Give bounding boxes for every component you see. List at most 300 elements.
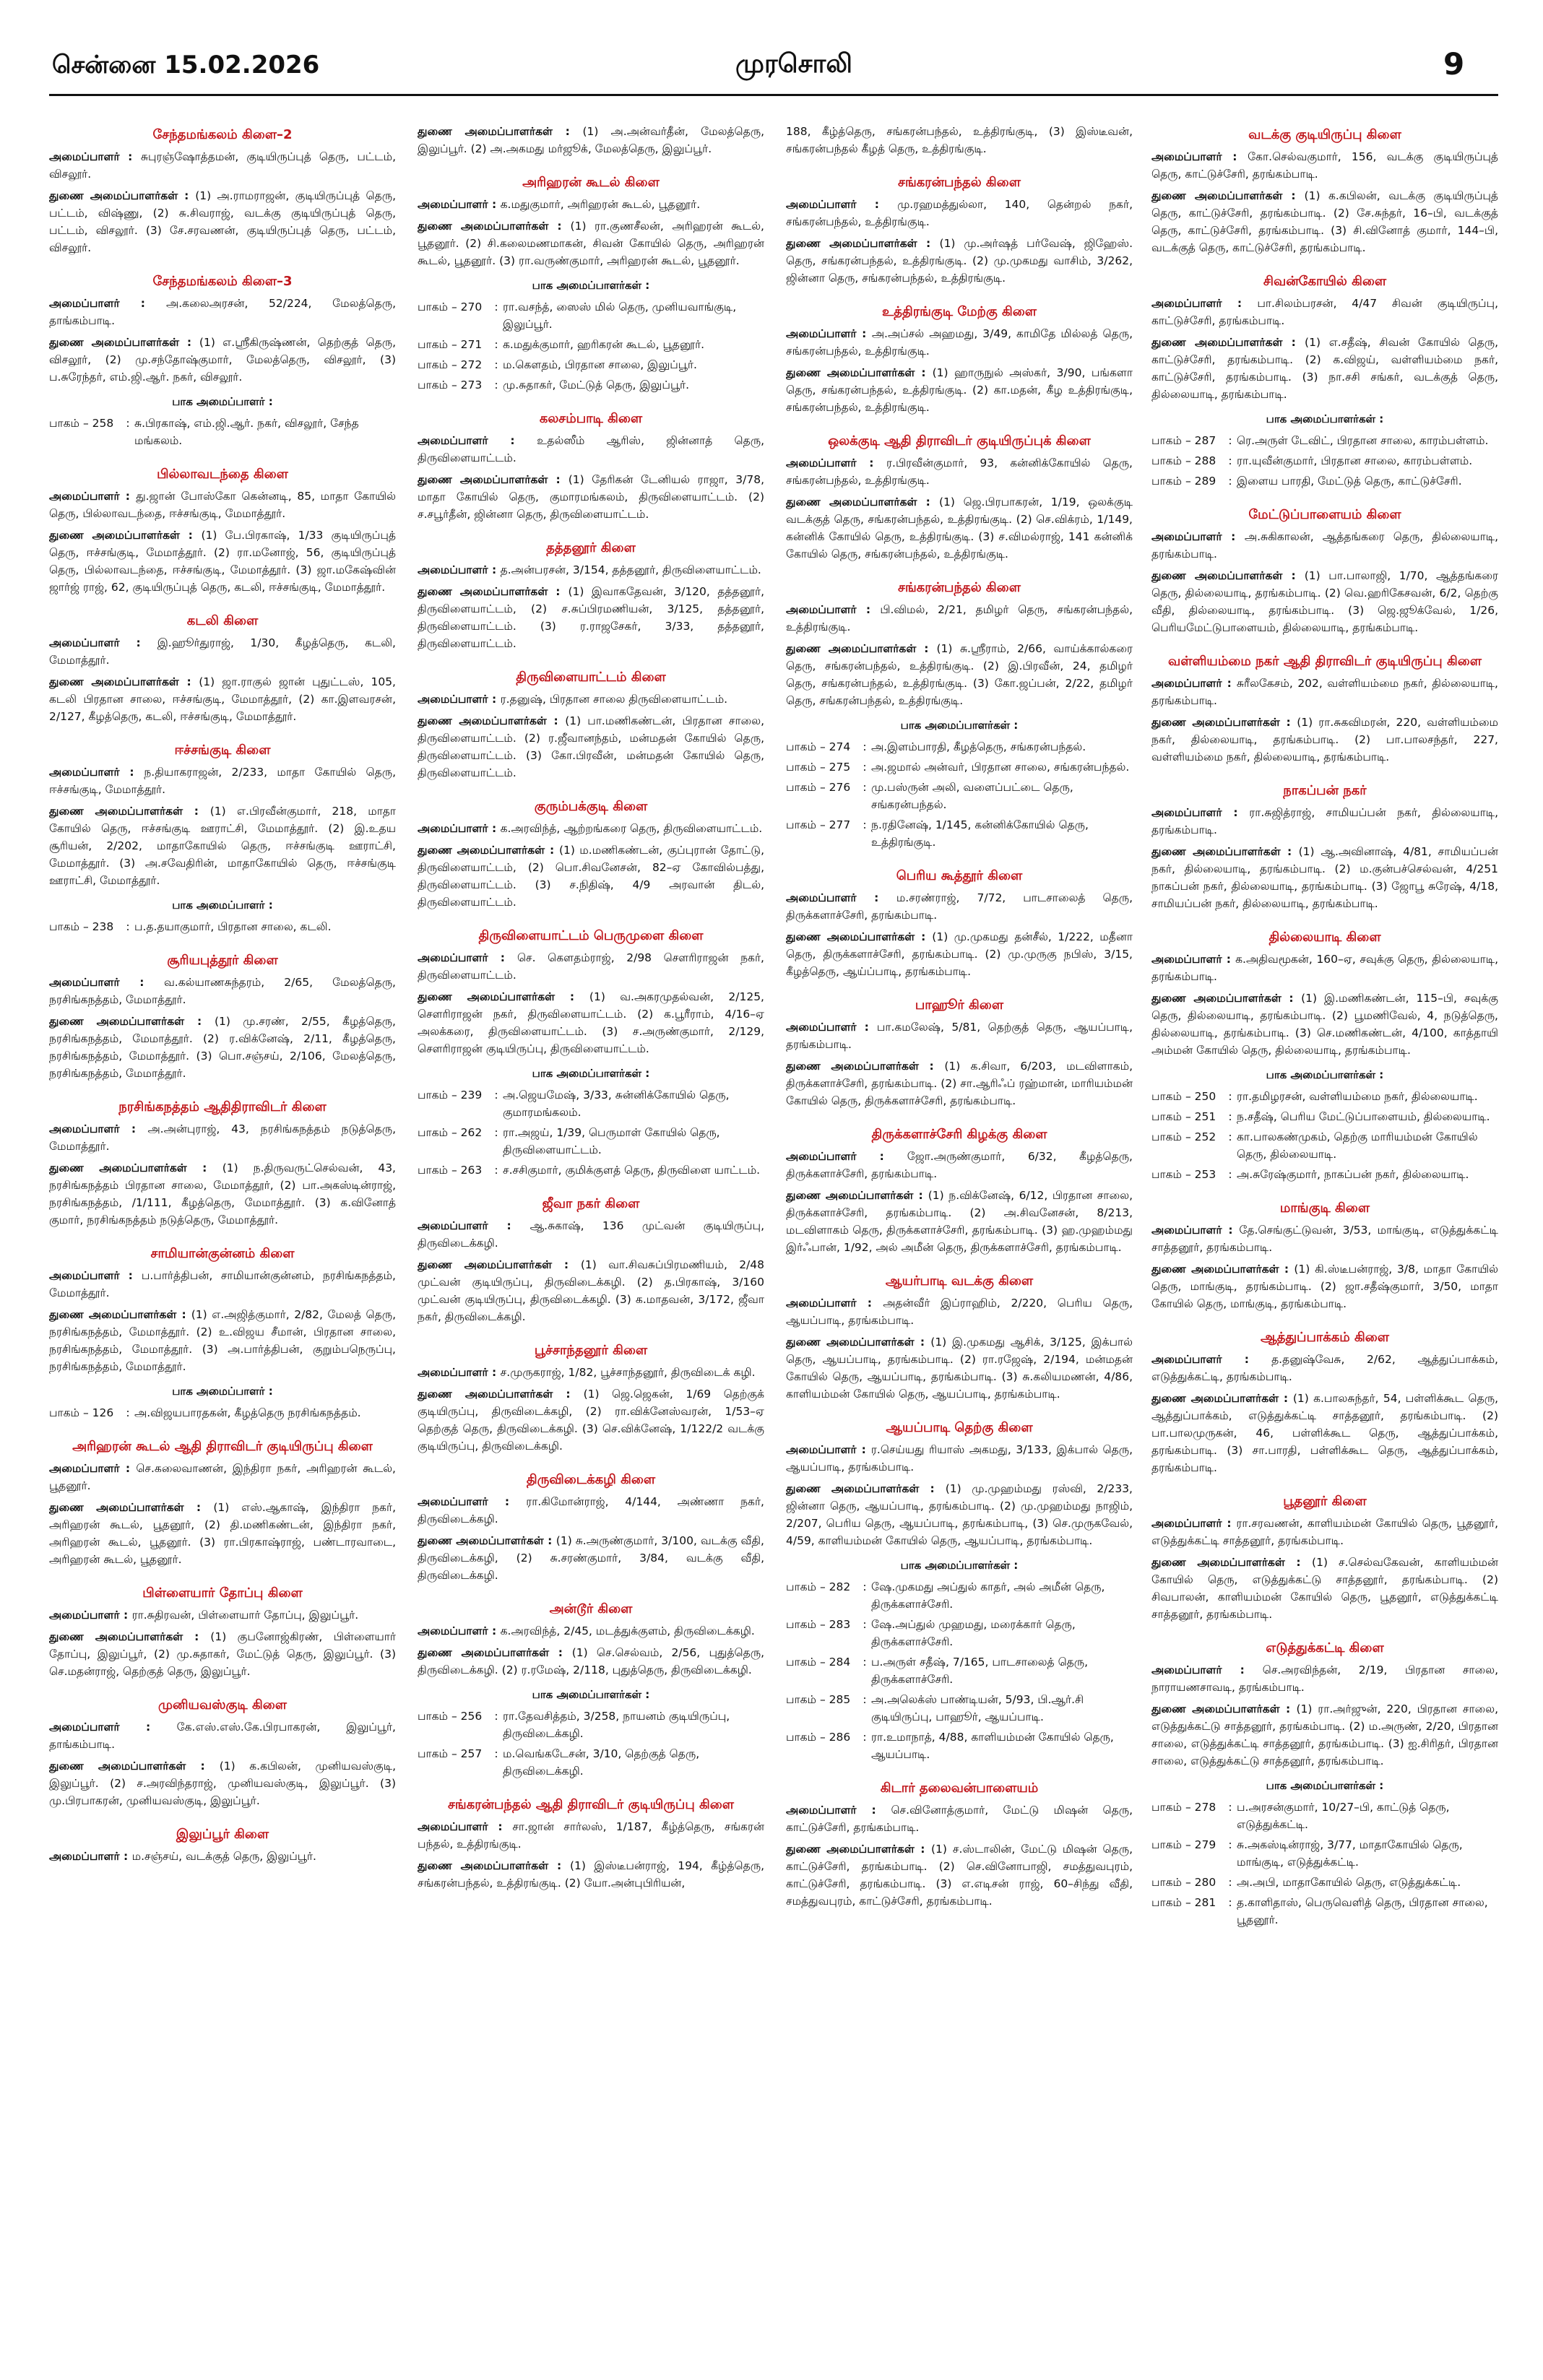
member-details: (1) ஹாருநுல் அஸ்கர், 3/90, பங்களா தெரு, சங்கரன்பந்தல், உத்திரங்குடி. (2) கா.மதன், கீழ உத்திரங்குடி, சங்கரன்பந்தல், உத்திரங்குடி. [786, 366, 1133, 414]
label-colon: : [1222, 806, 1250, 819]
member-paragraph [49, 1159, 396, 1229]
label-colon: : [552, 125, 583, 138]
header-rule [49, 94, 1498, 96]
member-details: அ.சுகிகாலன், ஆத்தங்கரை தெரு, தில்லையாடி, தரங்கம்பாடி. [1151, 530, 1498, 561]
label-colon: : [856, 327, 872, 340]
role-label: அமைப்பாளர் [1151, 1663, 1222, 1676]
member-paragraph [786, 1840, 1133, 1910]
role-label: துணை அமைப்பாளர்கள் [1151, 1702, 1280, 1715]
member-paragraph [786, 601, 1133, 636]
separator: : [863, 818, 867, 831]
separator: : [126, 417, 130, 430]
member-paragraph [418, 123, 764, 157]
role-label: அமைப்பாளர் [418, 1820, 488, 1833]
label-colon: : [186, 1161, 222, 1174]
booth-number: பாகம் – 272 [418, 358, 483, 371]
booth-details: க.மதுக்குமார், ஹரிகரன் கூடல், பூதனூர். [503, 338, 705, 351]
booth-entry [418, 1161, 764, 1179]
member-details: அ.கலைஅரசன், 52/224, மேலத்தெரு, தாங்கம்பாடி. [49, 297, 396, 327]
booth-entry [786, 779, 1133, 813]
label-colon: : [856, 1804, 891, 1817]
section-heading: சங்கரன்பந்தல் ஆதி திராவிடர் குடியிருப்பு கிளை [447, 1797, 735, 1812]
booth-number: பாகம் – 281 [1151, 1896, 1216, 1909]
role-label: துணை அமைப்பாளர்கள் [418, 1534, 544, 1547]
label-colon: : [183, 1630, 211, 1643]
member-details: (1) மு.சரண், 2/55, கீழத்தெரு, நரசிங்கநத்தம், மேமாத்தூர். (2) ர.விக்னேஷ், 2/11, கீழத்தெரு, நரசிங்கநத்தம், மேமாத்தூர். (3) பொ.சஞ்சய், 2/106, மேலத்தெரு, நரசிங்கநத்தம், மேமாத்தூர். [49, 1015, 396, 1080]
role-label: அமைப்பாளர் [418, 563, 488, 576]
role-label: அமைப்பாளர் [1151, 150, 1222, 163]
member-details: செ.வினோத்குமார், மேட்டு மிஷன் தெரு, காட்டுச்சேரி, தரங்கம்பாடி. [786, 1804, 1133, 1834]
member-paragraph [49, 527, 396, 596]
separator: : [494, 1089, 498, 1102]
role-label: அமைப்பாளர் [1151, 1224, 1222, 1237]
subheading: பாக அமைப்பாளர்கள் : [532, 1688, 650, 1701]
role-label: துணை அமைப்பாளர்கள் [49, 1501, 184, 1514]
member-details: (1) அ.ராமராஜன், குடியிருப்புத் தெரு, பட்டம், விஷ்ணு, (2) சு.சிவராஜ், வடக்கு குடியிருப்புத் தெரு, பட்டம், விசலூர். (3) சே.சரவணன், குடியிருப்புத் தெரு, பட்டம், விசலூர். [49, 189, 396, 254]
label-colon: : [119, 976, 164, 989]
member-paragraph [786, 1057, 1133, 1109]
member-details: ர.பிரவீன்குமார், 93, கன்னிக்கோயில் தெரு, சங்கரன்பந்தல், உத்திரங்குடி. [786, 456, 1133, 487]
member-details: அ.அப்சல் அஹமது, 3/49, காமிதே மில்லத் தெரு, சங்கரன்பந்தல், உத்திரங்குடி. [786, 327, 1133, 358]
member-paragraph [786, 123, 1133, 157]
member-details: த.தனுஷ்வேசு, 2/62, ஆத்துப்பாக்கம், எடுத்துக்கட்டி, தரங்கம்பாடி. [1151, 1353, 1498, 1383]
booth-number: பாகம் – 280 [1151, 1876, 1216, 1889]
booth-number: பாகம் – 285 [786, 1693, 851, 1706]
member-paragraph [49, 1306, 396, 1375]
member-details: கே.எஸ்.எஸ்.கே.பிரபாகரன், இலுப்பூர், தாங்கம்பாடி. [49, 1721, 396, 1751]
member-details: செ.அரவிந்தன், 2/19, பிரதான சாலை, நாராயணசாவடி, தரங்கம்பாடி. [1151, 1663, 1498, 1694]
label-colon: : [916, 642, 937, 655]
member-details: ஜோ.அருண்குமார், 6/32, கீழத்தெரு, திருக்களாச்சேரி, தரங்கம்பாடி. [786, 1150, 1133, 1180]
label-colon: : [488, 1219, 530, 1232]
label-colon: : [914, 1336, 931, 1349]
booth-number: பாகம் – 273 [418, 378, 483, 391]
role-label: அமைப்பாளர் [786, 1021, 857, 1034]
role-label: அமைப்பாளர் [49, 1721, 120, 1734]
section-heading: பூதனூர் கிளை [1283, 1494, 1367, 1509]
member-details: செ. கௌதம்ராஜ், 2/98 சௌரிராஜன் நகர், திருவிளையாட்டம். [418, 951, 764, 982]
label-colon: : [919, 1482, 946, 1495]
section-heading: மாங்குடி கிளை [1279, 1200, 1370, 1216]
member-paragraph [1151, 1260, 1498, 1312]
booth-details: ரா.யுவீன்குமார், பிரதான சாலை, காரம்பள்ளம். [1237, 454, 1473, 467]
subheading: பாக அமைப்பாளர்கள் : [1266, 1068, 1384, 1081]
label-colon: : [1280, 845, 1299, 858]
role-label: அமைப்பாளர் [49, 976, 120, 989]
role-label: அமைப்பாளர் [418, 1366, 488, 1379]
role-label: துணை அமைப்பாளர்கள் [1151, 1263, 1279, 1276]
member-details: (1) ரா.குணசீலன், அரிஹரன் கூடல், பூதனூர். (2) சி.கலைமணமாகன், சிவன் கோயில் தெரு, அரிஹரன் கூடல், பூதனூர். (3) ரா.வருண்குமார், அரிஹரன் கூடல், பூதனூர். [418, 220, 764, 267]
booth-entry [1151, 452, 1498, 469]
role-label: துணை அமைப்பாளர்கள் [786, 1060, 919, 1073]
role-label: துணை அமைப்பாளர்கள் [786, 1482, 920, 1495]
label-colon: : [183, 805, 210, 818]
member-details: செ.கலைவாணன், இந்திரா நகர், அரிஹரன் கூடல், பூதனூர். [49, 1462, 396, 1492]
member-details: ரா.சுஜித்ராஜ், சாமியப்பன் நகர், தில்லையாடி, தரங்கம்பாடி. [1151, 806, 1498, 836]
role-label: அமைப்பாளர் [786, 1443, 857, 1456]
booth-entry [786, 1653, 1133, 1688]
label-colon: : [1222, 677, 1237, 690]
section-heading: சேந்தமங்கலம் கிளை–2 [152, 127, 293, 142]
section-heading: நரசிங்கநத்தம் ஆதிதிராவிடர் கிளை [118, 1099, 327, 1115]
section-heading: தத்தனூர் கிளை [546, 540, 636, 555]
label-colon: : [918, 1060, 945, 1073]
member-details: (1) ச.ஸ்டாலின், மேட்டு மிஷன் தெரு, காட்டுச்சேரி, தரங்கம்பாடி. (2) செ.வினோபாஜி, சமத்துவபுரம், காட்டுச்சேரி, தரங்கம்பாடி. (3) எ.எடிசன் ராஜ், 60–சிந்து வீதி, சமத்துவபுரம், காட்டுச்சேரி, தரங்கம்பாடி. [786, 1843, 1133, 1908]
role-label: துணை அமைப்பாளர்கள் [418, 125, 553, 138]
member-details: (1) ஆ.அவினாஷ், 4/81, சாமியப்பன் நகர், தில்லையாடி, தரங்கம்பாடி. (2) ம.குன்பச்செல்வன், 4/251 நாகப்பன் நகர், தில்லையாடி, தரங்கம்பாடி. (3) ஜோபூ சுரேஷ், 4/18, சாமியப்பன் நகர், தில்லையாடி, தரங்கம்பாடி. [1151, 845, 1498, 910]
role-label: அமைப்பாளர் [418, 1624, 488, 1637]
booth-number: பாகம் – 238 [49, 920, 114, 933]
member-details: (1) ந.திருவருட்செல்வன், 43, நரசிங்கநத்தம் பிரதான சாலை, மேமாத்தூர், (2) பா.அகஸ்டின்ராஜ், நரசிங்கநத்தம், /1/111, கீழத்தெரு, மேமாத்தூர். (3) க.வினோத் குமார், நரசிங்கநத்தம் நடுத்தெரு, மேமாத்தூர். [49, 1161, 396, 1226]
member-paragraph [786, 364, 1133, 416]
booth-details: ந.சதீஷ், பெரிய மேட்டுப்பாளையம், தில்லையாடி. [1237, 1110, 1490, 1123]
member-paragraph [1151, 528, 1498, 563]
member-paragraph [49, 673, 396, 725]
separator: : [863, 781, 867, 794]
role-label: துணை அமைப்பாளர்கள் [49, 336, 180, 349]
booth-details: மு.சுதாகர், மேட்டுத் தெரு, இலுப்பூர். [503, 378, 690, 391]
article-columns [49, 123, 1498, 2369]
member-details: (1) பா.பாலாஜி, 1/70, ஆத்தங்கரை தெரு, தில்லையாடி, தரங்கம்பாடி. (2) வெ.ஹரிகேசவன், 6/2, தெற்கு வீதி, தில்லையாடி, தரங்கம்பாடி. (3) ஜெ.ஜூக்வேல், 1/26, பெரியமேட்டுபாளையம், தில்லையாடி, தரங்கம்பாடி. [1151, 569, 1498, 634]
section-heading: ஆயப்பாடி தெற்கு கிளை [886, 1420, 1033, 1435]
label-colon: : [178, 189, 196, 202]
member-paragraph [1151, 1700, 1498, 1770]
member-details: (1) எஸ்.ஆகாஷ், இந்திரா நகர், அரிஹரன் கூடல், பூதனூர், (2) தி.மணிகண்டன், இந்திரா நகர், அரிஹரன் கூடல், பூதனூர். (3) ரா.பிரகாஷ்ராஜ், பண்டாரவாடை, அரிஹரன் கூடல், பூதனூர். [49, 1501, 396, 1566]
booth-number: பாகம் – 262 [418, 1126, 483, 1139]
section-heading: வடக்கு குடியிருப்பு கிளை [1248, 127, 1401, 142]
member-paragraph [786, 454, 1133, 489]
member-details: (1) குபனோஜ்கிரண், பிள்ளையார் தோப்பு, இலுப்பூர், (2) மு.சுதாகர், மேட்டுத் தெரு, இலுப்பூர். (3) செ.மதன்ராஜ், தெற்குத் தெரு, இலுப்பூர். [49, 1630, 396, 1678]
role-label: அமைப்பாளர் [1151, 1517, 1222, 1530]
booth-details: அ.அலெக்ஸ் பாண்டியன், 5/93, பி.ஆர்.சி குடியிருப்பு, பாஹூர், ஆயப்பாடி. [871, 1693, 1084, 1723]
label-colon: : [856, 603, 881, 616]
booth-number: பாகம் – 258 [49, 417, 114, 430]
member-details: (1) க.சிவா, 6/203, மடவிளாகம், திருக்களாச்சேரி, தரங்கம்பாடி. (2) சா.ஆரிஃப் ரஹ்மான், மாரியம்மன் கோயில் தெரு, திருக்களாச்சேரி, தரங்கம்பாடி. [786, 1060, 1133, 1107]
booth-details: இளைய பாரதி, மேட்டுத் தெரு, காட்டுச்சேரி. [1237, 475, 1462, 488]
label-colon: : [119, 1609, 132, 1622]
booth-details: அ.சுரேஷ்குமார், நாகப்பன் நகர், தில்லையாடி. [1237, 1168, 1469, 1181]
member-details: (1) க.கபிலன், வடக்கு குடியிருப்புத் தெரு, காட்டுச்சேரி, தரங்கம்பாடி. (2) சே.சுந்தர், 16–பி, வடக்குத் தெரு, காட்டுச்சேரி, தரங்கம்பாடி. (3) சி.வினோத் குமார், 144–பி, வடக்குத் தெரு, காட்டுச்சேரி, தரங்கம்பாடி. [1151, 189, 1498, 254]
role-label: அமைப்பாளர் [1151, 1353, 1222, 1366]
member-paragraph [418, 1493, 764, 1528]
subheading: பாக அமைப்பாளர் : [172, 395, 273, 408]
role-label: துணை அமைப்பாளர்கள் [786, 930, 915, 943]
booth-entry [49, 1404, 396, 1421]
label-colon: : [1282, 189, 1305, 202]
label-colon: : [1279, 716, 1297, 729]
role-label: துணை அமைப்பாளர்கள் [49, 189, 178, 202]
member-details: (1) மு.அர்ஷத் பர்வேஷ், ஜிஹேஸ். தெரு, சங்கரன்பந்தல், உத்திரங்குடி. (2) மு.முகமது வாசிம், 3/262, ஜின்னா தெரு, சங்கரன்பந்தல், உத்திரங்குடி. [786, 237, 1133, 285]
separator: : [863, 740, 867, 753]
separator: : [494, 338, 498, 351]
member-details: பி.விமல், 2/21, தமிழர் தெரு, சங்கரன்பந்தல், உத்திரங்குடி. [786, 603, 1133, 633]
booth-entry [1151, 1836, 1498, 1871]
section-heading: ஆயர்பாடி வடக்கு கிளை [885, 1273, 1034, 1289]
role-label: அமைப்பாளர் [786, 1297, 857, 1310]
booth-number: பாகம் – 270 [418, 300, 483, 313]
member-details: சுபுரஞ்ஷோத்தமன், குடியிருப்புத் தெரு, பட்டம், விசலூர். [49, 150, 396, 181]
booth-number: பாகம் – 276 [786, 781, 851, 794]
booth-entry [418, 1708, 764, 1742]
section-heading: சங்கரன்பந்தல் கிளை [898, 580, 1021, 595]
member-paragraph [786, 235, 1133, 287]
booth-entry [49, 415, 396, 449]
separator: : [1228, 1896, 1232, 1909]
booth-number: பாகம் – 253 [1151, 1168, 1216, 1181]
section-heading: அன்டூர் கிளை [549, 1601, 633, 1617]
member-details: (1) ரா.சுகவிமரன், 220, வள்ளியம்மை நகர், தில்லையாடி, தரங்கம்பாடி. (2) பா.பாலசந்தர், 227, வள்ளியம்மை நகர், தில்லையாடி, தரங்கம்பாடி. [1151, 716, 1498, 763]
member-details: (1) ஜெ.பிரபாகரன், 1/19, ஒலக்குடி வடக்குத் தெரு, சங்கரன்பந்தல், உத்திரங்குடி. (2) செ.விக்ரம், 1/149, கன்னிக் கோயில் தெரு, உத்திரங்குடி. (3) ச.விமல்ராஜ், 141 கன்னிக் கோயில் தெரு, சங்கரன்பந்தல், உத்திரங்குடி. [786, 496, 1133, 561]
member-paragraph [786, 1294, 1133, 1329]
member-paragraph [1151, 1554, 1498, 1623]
member-paragraph [418, 1364, 764, 1381]
role-label: அமைப்பாளர் [418, 693, 488, 706]
role-label: அமைப்பாளர் [1151, 297, 1222, 310]
separator: : [863, 1618, 867, 1631]
member-paragraph [418, 1818, 764, 1853]
label-colon: : [488, 198, 501, 211]
separator: : [494, 300, 498, 313]
separator: : [863, 1580, 867, 1593]
role-label: துணை அமைப்பாளர்கள் [49, 529, 180, 542]
label-colon: : [546, 714, 566, 727]
role-label: அமைப்பாளர் [49, 766, 120, 779]
label-colon: : [545, 844, 559, 857]
role-label: அமைப்பாளர் [49, 490, 120, 503]
member-details: ந.தியாகராஜன், 2/233, மாதா கோயில் தெரு, ஈச்சங்குடி, மேமாத்தூர். [49, 766, 396, 796]
member-details: (1) எ.சதீஷ், சிவன் கோயில் தெரு, காட்டுச்சேரி, தரங்கம்பாடி. (2) க.விஜய், வள்ளியம்மை நகர், காட்டுச்சேரி, தரங்கம்பாடி. (3) நா.சசி சங்கர், வடக்குத் தெரு, தில்லையாடி, தரங்கம்பாடி. [1151, 336, 1498, 401]
member-details: ம.சரண்ராஜ், 7/72, பாடசாலைத் தெரு, திருக்களாச்சேரி, தரங்கம்பாடி. [786, 891, 1133, 922]
booth-number: பாகம் – 256 [418, 1710, 483, 1723]
separator: : [1228, 1876, 1232, 1889]
member-paragraph [1151, 1351, 1498, 1385]
label-colon: : [119, 297, 167, 310]
member-details: (1) ச.செல்வகேவன், காளியம்மன் கோயில் தெரு, எடுத்துக்கட்டு சாத்தனூர், தரங்கம்பாடி. (2) சிவபாலன், காளியம்மன் கோயில் தெரு, பூதனூர், எடுத்துக்கட்டி சாத்தனூர், தரங்கம்பாடி. [1151, 1556, 1498, 1621]
role-label: அமைப்பாளர் [786, 198, 857, 211]
section-heading: சங்கரன்பந்தல் கிளை [898, 175, 1021, 190]
booth-details: அ.ஜமால் அன்வர், பிரதான சாலை, சங்கரன்பந்தல். [871, 761, 1130, 774]
separator: : [1228, 1168, 1232, 1181]
booth-details: ம.வெங்கடேசன், 3/10, தெற்குத் தெரு, திருவிடைக்கழி. [503, 1747, 700, 1778]
member-details: (1) க.பாலசுந்தர், 54, பள்ளிக்கூட தெரு, ஆத்துப்பாக்கம், எடுத்துக்கட்டி சாத்தனூர், தரங்கம்பாடி. (2) பா.பாலமுருகன், 46, பள்ளிக்கூட தெரு, ஆத்துப்பாக்கம், தரங்கம்பாடி. (3) சா.பாரதி, பள்ளிக்கூட தெரு, ஆத்துப்பாக்கம், தரங்கம்பாடி. [1151, 1392, 1498, 1474]
member-paragraph [418, 432, 764, 467]
member-details: (1) கி.ஸ்டீபன்ராஜ், 3/8, மாதா கோயில் தெரு, மாங்குடி, தரங்கம்பாடி. (2) ஜா.சதீஷ்குமார், 3/50, மாதா கோயில் தெரு, மாங்குடி, தரங்கம்பாடி. [1151, 1263, 1498, 1310]
member-details: (1) ஜா.ராகுல் ஜான் புதுட்டஸ், 105, கடலி பிரதான சாலை, ஈச்சங்குடி, மேமாத்தூர், (2) கா.இளவரசன், 2/127, கீழத்தெரு, கடலி, ஈச்சங்குடி, மேமாத்தூர். [49, 675, 396, 723]
member-details: சா.ஜான் சார்லஸ், 1/187, கீழ்த்தெரு, சங்கரன் பந்தல், உத்திரங்குடி. [418, 1820, 764, 1851]
role-label: அமைப்பாளர் [49, 1850, 120, 1863]
member-details: (1) ஜெ.ஜெகன், 1/69 தெற்குக் குடியிருப்பு, திருவிடைக்கழி, (2) ரா.விக்னேஸ்வரன், 1/53–ஏ தெற்குத் தெரு, திருவிடைக்கழி. (3) செ.விக்னேஷ், 1/122/2 வடக்கு குடியிருப்பு, திருவிடைக்கழி. [418, 1388, 764, 1453]
member-paragraph [49, 187, 396, 256]
member-details: (1) இ.முகமது ஆசிக், 3/125, இக்பால் தெரு, ஆயப்பாடி, தரங்கம்பாடி. (2) ரா.ரஜேஷ், 2/194, மன்மதன் கோயில் தெரு, ஆயப்பாடி, தரங்கம்பாடி. (3) சு.கலியமணன், 4/86, காளியம்மன் கோயில் தெரு, ஆயப்பாடி, தரங்கம்பாடி. [786, 1336, 1133, 1401]
member-details: 188, கீழ்த்தெரு, சங்கரன்பந்தல், உத்திரங்குடி, (3) இஸ்டீவன், சங்கரன்பந்தல் கீழத் தெரு, உத்திரங்குடி. [786, 125, 1133, 155]
member-details: பா.சிலம்பரசன், 4/47 சிவன் குடியிருப்பு, காட்டுச்சேரி, தரங்கம்பாடி. [1151, 297, 1498, 327]
label-colon: : [548, 220, 571, 233]
separator: : [1228, 454, 1232, 467]
member-paragraph [418, 583, 764, 652]
booth-number: பாகம் – 284 [786, 1656, 851, 1669]
booth-entry [418, 336, 764, 353]
booth-details: த.காளிதாஸ், பெருவெளித் தெரு, பிரதான சாலை, பூதனூர். [1237, 1896, 1488, 1926]
label-colon: : [1284, 1556, 1313, 1569]
role-label: அமைப்பாளர் [1151, 677, 1222, 690]
booth-details: ரெ.அருள் டேவிட், பிரதான சாலை, காரம்பள்ளம். [1237, 434, 1489, 447]
role-label: அமைப்பாளர் [1151, 530, 1222, 543]
member-paragraph [786, 640, 1133, 709]
section-heading: கலசம்பாடி கிளை [539, 411, 643, 426]
role-label: அமைப்பாளர் [49, 1122, 120, 1135]
role-label: துணை அமைப்பாளர்கள் [1151, 336, 1283, 349]
booth-entry [1151, 472, 1498, 490]
member-details: (1) வ.அகரமுதல்வன், 2/125, சௌரிராஜன் நகர், திருவிளையாட்டம். (2) க.பூரீராம், 4/16–ஏ அலக்கரை, திருவிளையாட்டம். (3) ச.அருண்குமார், 2/129, சௌரிராஜன் குடியிருப்பு, திருவிளையாட்டம். [418, 990, 764, 1055]
label-colon: : [488, 822, 501, 835]
label-colon: : [488, 1624, 501, 1637]
section-heading: உத்திரங்குடி மேற்கு கிளை [881, 304, 1037, 319]
booth-entry [786, 1616, 1133, 1650]
member-details: (1) எ.அஜித்குமார், 2/82, மேலத் தெரு, நரசிங்கநத்தம், மேமாத்தூர். (2) உ.விஜய சீமான், பிரதான சாலை, நரசிங்கநத்தம், மேமாத்தூர். (3) அ.பார்த்திபன், குறும்பநெருப்பு, நரசிங்கநத்தம், மேமாத்தூர். [49, 1308, 396, 1373]
booth-entry [418, 298, 764, 333]
member-paragraph [786, 493, 1133, 563]
booth-entry [1151, 1108, 1498, 1125]
label-colon: : [856, 456, 887, 469]
member-details: ம.சஞ்சய், வடக்குத் தெரு, இலுப்பூர். [131, 1850, 316, 1863]
label-colon: : [488, 1366, 501, 1379]
member-details: து.ஜான் போஸ்கோ கென்னடி, 85, மாதா கோயில் தெரு, பில்லாவடந்தை, ஈச்சங்குடி, மேமாத்தூர். [49, 490, 396, 520]
column-1 [49, 123, 396, 2369]
member-paragraph [418, 1385, 764, 1455]
member-paragraph [49, 1120, 396, 1155]
member-paragraph [49, 1757, 396, 1809]
separator: : [126, 920, 130, 933]
member-paragraph [418, 217, 764, 269]
booth-number: பாகம் – 278 [1151, 1801, 1216, 1814]
label-colon: : [179, 336, 199, 349]
member-paragraph [786, 1480, 1133, 1549]
separator: : [494, 378, 498, 391]
member-paragraph [418, 1256, 764, 1325]
role-label: துணை அமைப்பாளர்கள் [418, 1646, 550, 1659]
booth-number: பாகம் – 271 [418, 338, 483, 351]
section-heading: திருவிளையாட்டம் பெருமுளை கிளை [478, 928, 704, 943]
member-details: ஆ.சுகாஷ், 136 முட்வன் குடியிருப்பு, திருவிடைக்கழி. [418, 1219, 764, 1250]
separator: : [863, 761, 867, 774]
role-label: துணை அமைப்பாளர்கள் [1151, 569, 1283, 582]
label-colon: : [183, 1501, 214, 1514]
member-paragraph [49, 1606, 396, 1624]
column-2 [418, 123, 764, 2369]
label-colon: : [1279, 1392, 1293, 1405]
booth-details: ரா.உமாநாத், 4/88, காளியம்மன் கோயில் தெரு, ஆயப்பாடி. [871, 1731, 1114, 1761]
role-label: துணை அமைப்பாளர்கள் [418, 1859, 549, 1872]
separator: : [863, 1656, 867, 1669]
paper-name: முரசொலி [735, 49, 852, 79]
section-heading: ஈச்சங்குடி கிளை [174, 743, 271, 758]
booth-details: ந.ரதினேஷ், 1/145, கன்னிக்கோயில் தெரு, உத்திரங்குடி. [871, 818, 1089, 849]
label-colon: : [856, 198, 898, 211]
member-paragraph [786, 325, 1133, 360]
label-colon: : [176, 1308, 191, 1321]
booth-entry [418, 1745, 764, 1780]
label-colon: : [917, 496, 939, 509]
section-heading: திருக்களாச்சேரி கிழக்கு கிளை [871, 1127, 1047, 1142]
section-heading: மேட்டுப்பாளையம் கிளை [1248, 507, 1401, 522]
member-paragraph [1151, 990, 1498, 1059]
member-paragraph [418, 949, 764, 984]
separator: : [1228, 1801, 1232, 1814]
label-colon: : [1282, 336, 1305, 349]
booth-number: பாகம் – 287 [1151, 434, 1216, 447]
label-colon: : [178, 675, 199, 688]
separator: : [863, 1731, 867, 1744]
role-label: துணை அமைப்பாளர்கள் [786, 366, 915, 379]
label-colon: : [1222, 150, 1248, 163]
member-details: க.அதிவமூகன், 160–ஏ, சவுக்கு தெரு, தில்லையாடி, தரங்கம்பாடி. [1151, 953, 1498, 983]
member-paragraph [786, 1801, 1133, 1836]
member-paragraph [1151, 1661, 1498, 1696]
label-colon: : [119, 766, 144, 779]
member-paragraph [1151, 843, 1498, 912]
member-paragraph [49, 763, 396, 798]
role-label: அமைப்பாளர் [786, 1150, 857, 1163]
label-colon: : [856, 891, 896, 904]
label-colon: : [917, 237, 940, 250]
member-details: சுரீலகேசம், 202, வள்ளியம்மை நகர், தில்லையாடி, தரங்கம்பாடி. [1151, 677, 1498, 707]
label-colon: : [915, 366, 933, 379]
booth-details: கா.பாலகண்முகம், தெற்கு மாரியம்மன் கோயில் தெரு, தில்லையாடி. [1237, 1130, 1478, 1161]
booth-details: ச.சசிகுமார், குமிக்குளத் தெரு, திருவிளை யாட்டம். [503, 1164, 761, 1177]
booth-entry [786, 738, 1133, 756]
member-details: (1) செ.செல்வம், 2/56, புதுத்தெரு, திருவிடைக்கழி. (2) ர.ரமேஷ், 2/118, புதுத்தெரு, திருவிடைக்கழி. [418, 1646, 764, 1676]
member-paragraph [49, 974, 396, 1008]
role-label: துணை அமைப்பாளர்கள் [49, 1760, 186, 1773]
member-details: (1) மு.முகமது தன்சீல், 1/222, மதீனா தெரு, திருக்களாச்சேரி, தரங்கம்பாடி. (2) மு.முருகு நபிஸ், 3/15, கீழத்தெரு, ஆய்ப்பாடி, தரங்கம்பாடி. [786, 930, 1133, 978]
role-label: அமைப்பாளர் [786, 1804, 857, 1817]
role-label: அமைப்பாளர் [418, 198, 488, 211]
member-details: ரா.சரவணன், காளியம்மன் கோயில் தெரு, பூதனூர், எடுத்துக்கட்டி சாத்தனூர், தரங்கம்பாடி. [1151, 1517, 1498, 1547]
member-details: பா.கமலேஷ், 5/81, தெற்குத் தெரு, ஆயப்பாடி, தரங்கம்பாடி. [786, 1021, 1133, 1051]
role-label: துணை அமைப்பாளர்கள் [418, 844, 545, 857]
role-label: துணை அமைப்பாளர்கள் [418, 1388, 553, 1401]
separator: : [494, 1164, 498, 1177]
member-paragraph [1151, 187, 1498, 256]
booth-details: ம.கௌதம், பிரதான சாலை, இலுப்பூர். [503, 358, 697, 371]
separator: : [494, 358, 498, 371]
label-colon: : [552, 1258, 581, 1271]
label-colon: : [915, 930, 933, 943]
booth-entry [49, 918, 396, 935]
booth-entry [786, 816, 1133, 851]
role-label: அமைப்பாளர் [1151, 953, 1222, 966]
role-label: துணை அமைப்பாளர்கள் [418, 714, 547, 727]
label-colon: : [553, 1388, 584, 1401]
member-paragraph [49, 1718, 396, 1753]
label-colon: : [856, 1443, 871, 1456]
role-label: அமைப்பாளர் [49, 150, 120, 163]
label-colon: : [913, 1189, 928, 1202]
member-details: வ.கல்யாணசுந்தரம், 2/65, மேலத்தெரு, நரசிங்கநத்தம், மேமாத்தூர். [49, 976, 396, 1006]
label-colon: : [1222, 530, 1245, 543]
member-paragraph [418, 691, 764, 708]
member-details: அதன்வீர் இப்ராஹிம், 2/220, பெரிய தெரு, ஆயப்பாடி, தரங்கம்பாடி. [786, 1297, 1133, 1327]
subheading: பாக அமைப்பாளர் : [172, 1385, 273, 1398]
booth-entry [418, 376, 764, 394]
member-paragraph [1151, 334, 1498, 403]
label-colon: : [119, 1269, 142, 1282]
label-colon: : [856, 1150, 907, 1163]
role-label: துணை அமைப்பாளர்கள் [1151, 845, 1281, 858]
booth-entry [1151, 1799, 1498, 1833]
label-colon: : [119, 490, 137, 503]
role-label: அமைப்பாளர் [49, 1609, 120, 1622]
